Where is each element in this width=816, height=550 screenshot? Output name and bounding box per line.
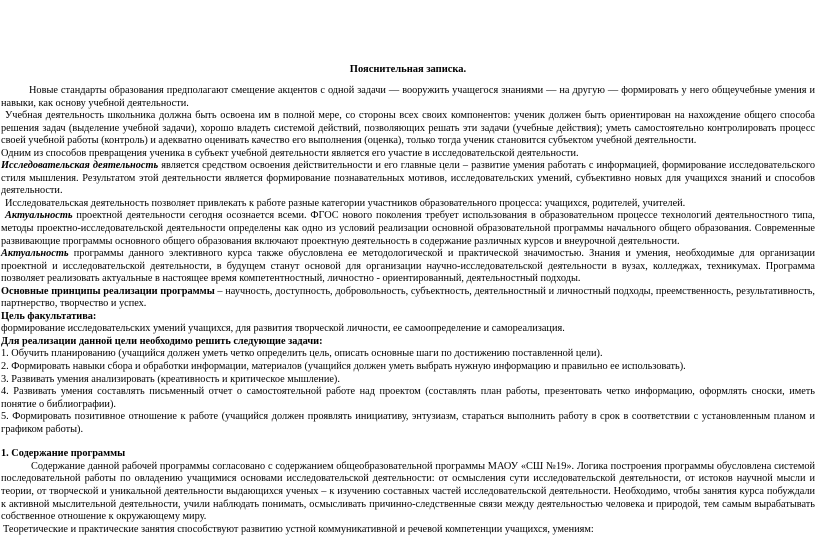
paragraph-learning-activity: Учебная деятельность школьника должна быть освоена им в полной мере, со стороны всех своих компонентов: ученик должен быть ориентирован на нахождение общего способа решения задач (выделение учебной задачи), хорошо владеть системой действий, позволяющих решать эти задачи (учебные действия); уметь самостоятельно контролировать процесс своей учебной работы (контроль) и адекватно оценивать качество его выполнения (оценка), только тогда ученик становится субъектом учебной деятельности.	[1, 110, 815, 147]
paragraph-relevance-project-text: проектной деятельности сегодня осознается всеми. ФГОС нового поколения требует использования в образовательном процессе технологий деятельностного типа, методы проектно-исследовательской деятельности определены как одно из условий реализации основной образовательной программы начального общего образования. Современные развивающие программы основного общего образования включают проектную деятельность в содержание различных курсов и внеурочной деятельности.	[1, 210, 815, 247]
task-item: 2. Формировать навыки сбора и обработки информации, материалов (учащийся должен уметь выбрать нужную информацию и правильно ее использовать).	[1, 361, 686, 373]
paragraph-research-activity	[1, 160, 815, 198]
paragraph-relevance-course-text: программы данного элективного курса также обусловлена ее методологической и практической значимостью. Знания и умения, необходимые для организации проектной и исследовательской деятельности, в будущем станут основой для организации научно-исследовательской деятельности в вузах, колледжах, техникумах. Программа позволяет реализовать актуальные в настоящее время компетентностный, личностно - ориентированный, деятельностный подходы.	[1, 248, 815, 285]
paragraph-participants: Исследовательская деятельность позволяет привлекать к работе разные категории участников образовательного процесса: учащихся, родителей, учителей.	[5, 197, 686, 209]
paragraph-principles	[1, 286, 815, 311]
paragraph-program-content: Содержание данной рабочей программы согласовано с содержанием общеобразовательной программы МАОУ «СШ №19». Логика построения программы обусловлена системой последовательной работы по овладению учащимися основами исследовательской деятельности: от осмысления сути исследовательской деятельности, от истоков научной мысли и теории, от творческой и уникальной деятельности выдающихся ученых – к изучению составных частей исследовательской деятельности. Необходимо, чтобы занятия курса побуждали к активной мыслительной деятельности, учили наблюдать понимать, осмысливать причинно-следственные связи между деятельностью человека и природой, тем самым вырабатывать собственное отношение к окружающему миру.	[1, 460, 815, 523]
paragraph-relevance-course	[1, 248, 815, 286]
heading-goal: Цель факультатива:	[1, 310, 97, 322]
paragraph-relevance-project	[1, 210, 815, 248]
paragraph-research-activity-text: является средством освоения действительности и его главные цели – развитие умения работать с информацией, формирование исследовательского стиля мышления. Результатом этой деятельности является формирование познавательных мотивов, исследовательских умений, субъективно новых для учащихся знаний и способов деятельности.	[1, 160, 815, 197]
paragraph-principles-text: – научность, доступность, добровольность, субъектность, деятельностный и личностный подходы, преемственность, результативность, партнерство, творчество и успех.	[1, 285, 815, 310]
paragraph-standards: Новые стандарты образования предполагают смещение акцентов с одной задачи — вооружить учащегося знаниями — на другую — формировать у него общеучебные умения и навыки, как основу учебной деятельности.	[1, 85, 815, 109]
page-title: Пояснительная записка.	[349, 64, 467, 75]
term-relevance-2: Актуальность	[1, 248, 69, 260]
paragraph-practical-classes: Теоретические и практические занятия способствуют развитию устной коммуникативной и речевой компетенции учащихся, умениям:	[3, 523, 594, 535]
task-item: 4. Развивать умения составлять письменный отчет о самостоятельной работе над проектом (составлять план работы, презентовать четко информацию, оформлять сноски, иметь понятие о библиографии).	[1, 386, 815, 410]
document-body	[1, 85, 815, 536]
task-item: 1. Обучить планированию (учащийся должен уметь четко определить цель, описать основные шаги по достижению поставленной цели).	[1, 348, 603, 360]
term-research-activity: Исследовательская деятельность	[1, 160, 159, 172]
term-principles: Основные принципы реализации программы	[1, 285, 215, 297]
paragraph-research-participation: Одним из способов превращения ученика в субъект учебной деятельности является его участие в исследовательской деятельности.	[1, 147, 579, 159]
heading-tasks: Для реализации данной цели необходимо решить следующие задачи:	[1, 335, 323, 347]
paragraph-goal: формирование исследовательских умений учащихся, для развития творческой личности, ее самоопределение и самореализация.	[1, 323, 565, 335]
task-item: 5. Формировать позитивное отношение к работе (учащийся должен проявлять инициативу, энтузиазм, стараться выполнить работу в срок в соответствии с установленным планом и графиком работы).	[1, 411, 815, 435]
term-relevance-1: Актуальность	[5, 210, 73, 222]
task-item: 3. Развивать умения анализировать (креативность и критическое мышление).	[1, 373, 340, 385]
section-heading-content: 1. Содержание программы	[1, 448, 126, 460]
